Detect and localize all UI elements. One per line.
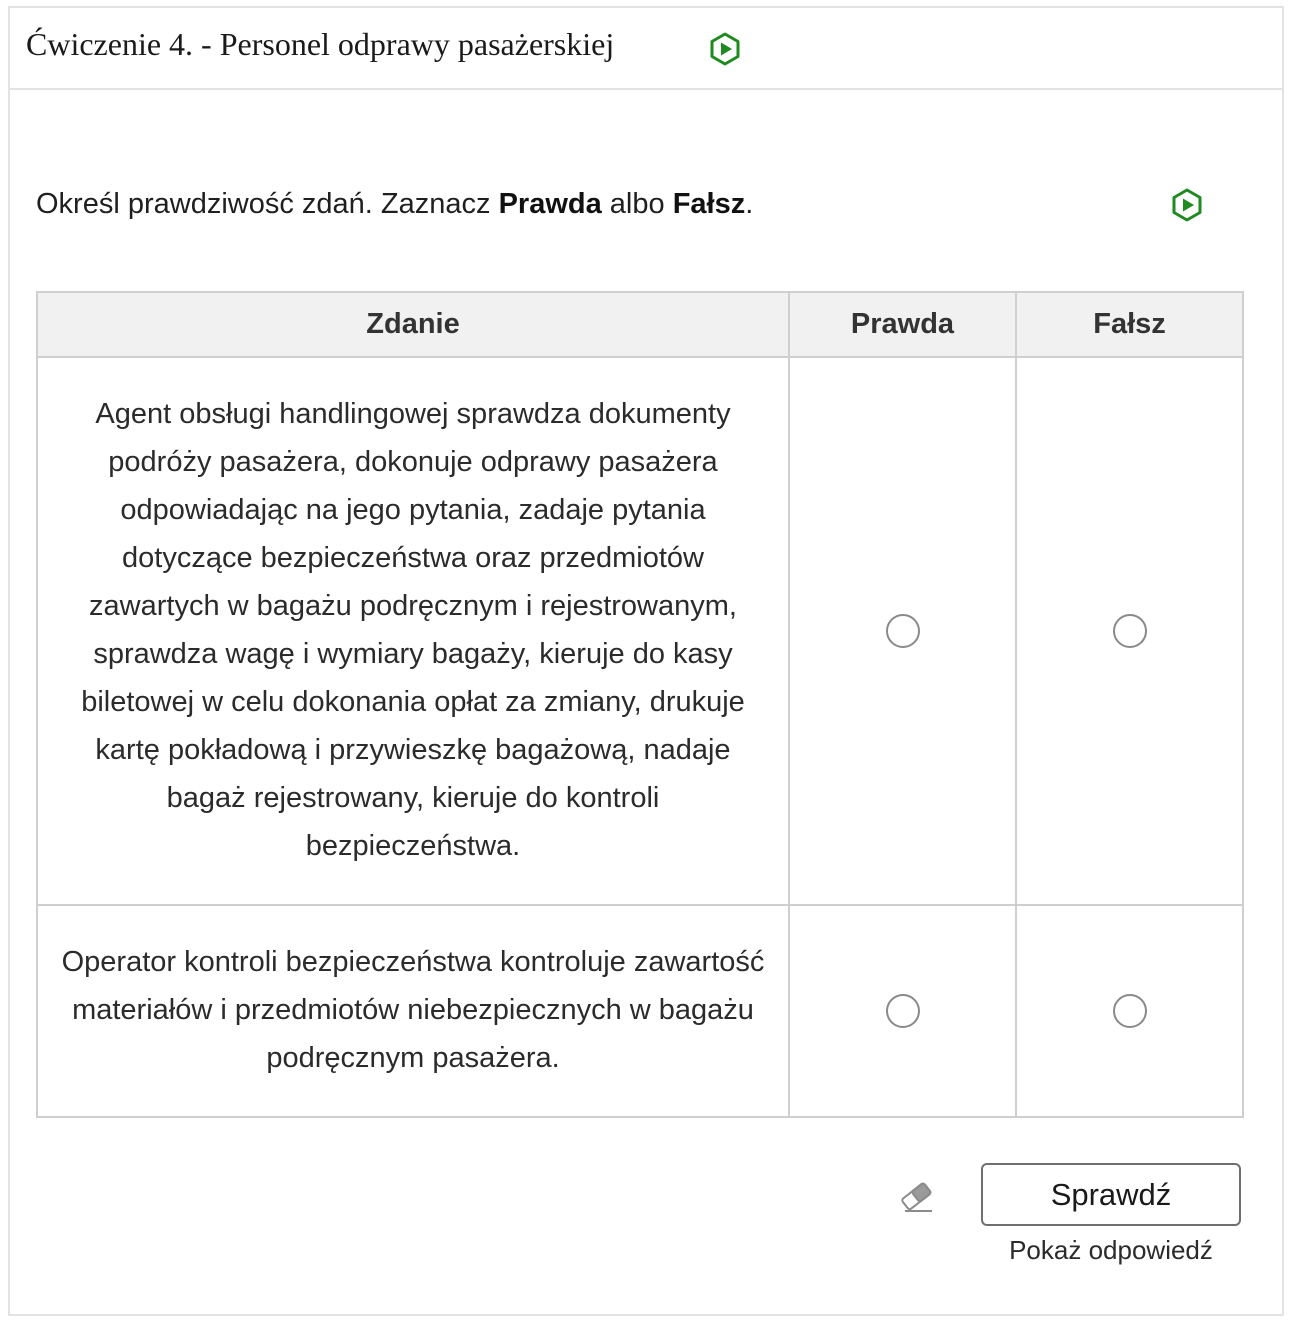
exercise-title: Ćwiczenie 4. - Personel odprawy pasażerskiej — [26, 26, 615, 62]
header-false: Fałsz — [1016, 292, 1243, 357]
radio-true-row-1[interactable] — [886, 614, 920, 648]
instruction-true-word: Prawda — [498, 188, 602, 220]
exercise-header — [10, 8, 1282, 90]
radio-true-row-2[interactable] — [886, 994, 920, 1028]
header-sentence: Zdanie — [37, 292, 789, 357]
header-true: Prawda — [789, 292, 1016, 357]
interactive-hexagon-play-icon — [1170, 188, 1204, 222]
radio-false-row-2[interactable] — [1113, 994, 1147, 1028]
table-row — [37, 905, 1243, 1117]
show-answer-link[interactable]: Pokaż odpowiedź — [1009, 1235, 1213, 1265]
false-cell — [1016, 357, 1243, 905]
true-cell — [789, 905, 1016, 1117]
table-row — [37, 357, 1243, 905]
interactive-hexagon-play-icon — [708, 32, 742, 66]
table-header-row — [37, 292, 1243, 357]
radio-false-row-1[interactable] — [1113, 614, 1147, 648]
check-button[interactable]: Sprawdź — [981, 1163, 1241, 1226]
false-cell — [1016, 905, 1243, 1117]
instruction-false-word: Fałsz — [672, 188, 746, 220]
true-cell — [789, 357, 1016, 905]
sentence-cell: Operator kontroli bezpieczeństwa kontroluje zawartość materiałów i przedmiotów niebezpiecznych w bagażu podręcznym pasażera. — [37, 905, 789, 1117]
eraser-icon[interactable] — [896, 1176, 936, 1216]
instruction-text: Określ prawdziwość zdań. Zaznacz Prawda albo Fałsz. — [36, 188, 754, 220]
true-false-table — [36, 291, 1244, 1118]
sentence-cell: Agent obsługi handlingowej sprawdza dokumenty podróży pasażera, dokonuje odprawy pasażera odpowiadając na jego pytania, zadaje pytania dotyczące bezpieczeństwa oraz przedmiotów zawartych w bagażu podręcznym i rejestrowanym, sprawdza wagę i wymiary bagaży, kieruje do kasy biletowej w celu dokonania opłat za zmiany, drukuje kartę pokładową i przywieszkę bagażową, nadaje bagaż rejestrowany, kieruje do kontroli bezpieczeństwa. — [37, 357, 789, 905]
